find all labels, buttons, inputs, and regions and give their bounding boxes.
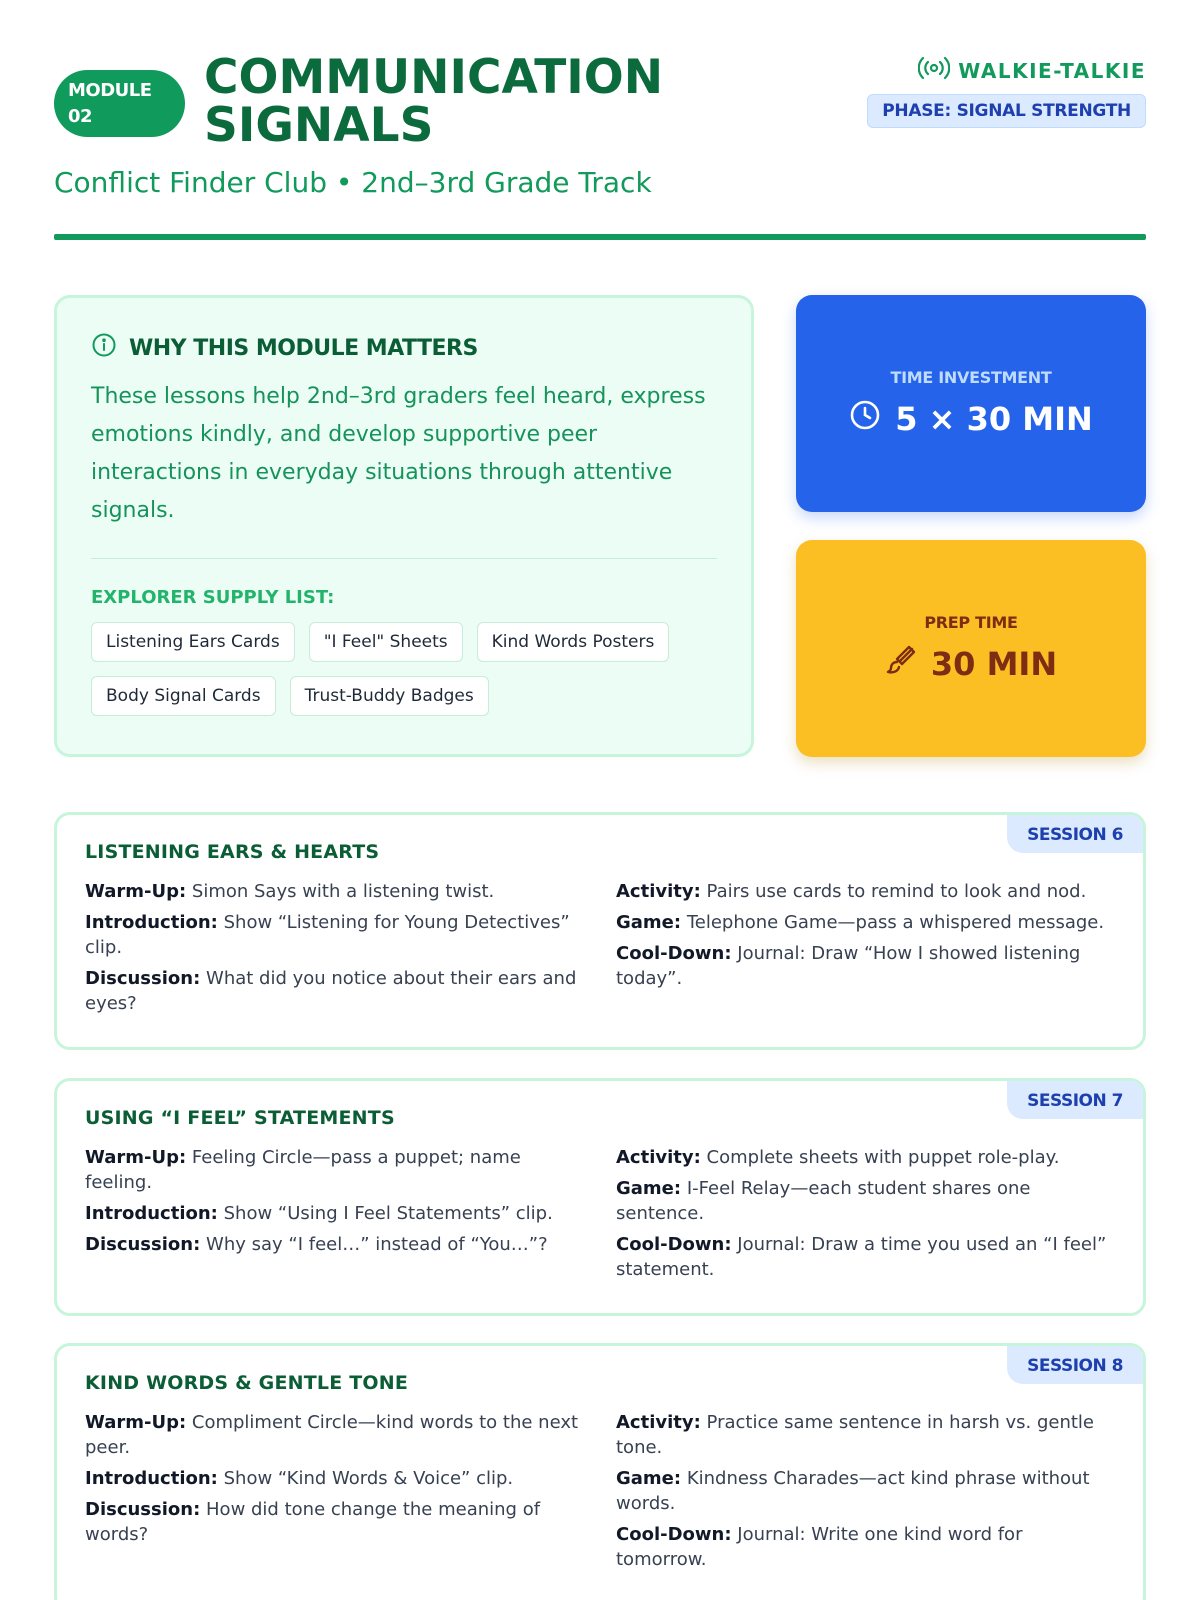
session-card	[54, 1343, 1146, 1600]
step-text: Journal: Draw a time you used an “I feel” statement.	[616, 1234, 1107, 1280]
session-step	[85, 1145, 584, 1195]
page-title-line-1: COMMUNICATION	[204, 50, 664, 105]
step-label: Activity:	[616, 1147, 701, 1168]
module-badge	[54, 70, 185, 137]
step-text: Journal: Write one kind word for tomorrow.	[616, 1524, 1023, 1570]
supply-chip: Kind Words Posters	[477, 622, 670, 662]
step-text: Telephone Game—pass a whispered message.	[681, 912, 1105, 933]
prep-time-value: 30 MIN	[930, 645, 1058, 683]
step-label: Activity:	[616, 881, 701, 902]
step-label: Game:	[616, 1178, 682, 1199]
info-icon	[91, 332, 117, 364]
step-label: Game:	[616, 912, 682, 933]
page-subtitle: Conflict Finder Club • 2nd–3rd Grade Track	[54, 166, 652, 199]
brush-icon	[885, 644, 917, 684]
step-label: Discussion:	[85, 1234, 201, 1255]
supply-list	[91, 622, 731, 716]
phase-badge: PHASE: SIGNAL STRENGTH	[867, 94, 1146, 128]
step-label: Cool-Down:	[616, 1234, 732, 1255]
step-label: Discussion:	[85, 968, 201, 989]
step-text: Show “Using I Feel Statements” clip.	[217, 1203, 553, 1224]
time-investment-value-row	[849, 399, 1093, 439]
step-label: Discussion:	[85, 1499, 201, 1520]
session-right-column	[616, 1145, 1115, 1288]
session-tag: SESSION 6	[1007, 815, 1143, 853]
why-heading-text: WHY THIS MODULE MATTERS	[129, 335, 478, 361]
session-left-column	[85, 1410, 584, 1578]
step-label: Warm-Up:	[85, 881, 187, 902]
session-step	[616, 1410, 1115, 1460]
step-text: Why say “I feel…” instead of “You…”?	[200, 1234, 548, 1255]
session-step	[85, 966, 584, 1016]
step-label: Introduction:	[85, 1203, 218, 1224]
session-step	[85, 1232, 584, 1257]
session-step	[616, 879, 1115, 904]
step-text: I-Feel Relay—each student shares one sentence.	[616, 1178, 1031, 1224]
session-left-column	[85, 879, 584, 1022]
supply-list-label: EXPLORER SUPPLY LIST:	[91, 587, 335, 608]
header-divider	[54, 234, 1146, 240]
session-step	[85, 1466, 584, 1491]
supply-chip: Trust-Buddy Badges	[290, 676, 489, 716]
module-badge-number: 02	[68, 106, 93, 127]
why-module-matters-panel	[54, 295, 754, 757]
session-step	[85, 910, 584, 960]
brand	[918, 56, 1146, 85]
session-right-column	[616, 879, 1115, 1022]
session-card	[54, 1078, 1146, 1316]
brand-name: WALKIE-TALKIE	[958, 58, 1146, 83]
why-description: These lessons help 2nd–3rd graders feel heard, express emotions kindly, and develop supportive peer interactions in everyday situations through attentive signals.	[91, 384, 706, 523]
session-step	[85, 1497, 584, 1547]
step-label: Warm-Up:	[85, 1147, 187, 1168]
step-text: Show “Kind Words & Voice” clip.	[217, 1468, 514, 1489]
module-badge-label: MODULE	[68, 80, 152, 101]
step-label: Game:	[616, 1468, 682, 1489]
step-text: Kindness Charades—act kind phrase without words.	[616, 1468, 1090, 1514]
page-title	[204, 50, 664, 153]
why-heading	[91, 332, 717, 364]
step-text: Journal: Draw “How I showed listening today”.	[616, 943, 1081, 989]
session-step	[85, 879, 584, 904]
session-step	[616, 1522, 1115, 1572]
step-text: Practice same sentence in harsh vs. gentle tone.	[616, 1412, 1094, 1458]
session-left-column	[85, 1145, 584, 1288]
session-step	[616, 910, 1115, 935]
supply-chip: Listening Ears Cards	[91, 622, 295, 662]
prep-time-label: PREP TIME	[924, 613, 1018, 632]
time-investment-value: 5 × 30 MIN	[895, 400, 1093, 438]
session-title: LISTENING EARS & HEARTS	[85, 841, 380, 863]
supply-chip: "I Feel" Sheets	[309, 622, 463, 662]
session-title: USING “I FEEL” STATEMENTS	[85, 1107, 395, 1129]
step-text: Compliment Circle—kind words to the next peer.	[85, 1412, 579, 1458]
session-tag: SESSION 8	[1007, 1346, 1143, 1384]
step-text: Feeling Circle—pass a puppet; name feeling.	[85, 1147, 521, 1193]
step-label: Cool-Down:	[616, 943, 732, 964]
session-step	[85, 1201, 584, 1226]
step-text: Complete sheets with puppet role-play.	[700, 1147, 1060, 1168]
time-investment-card	[796, 295, 1146, 512]
prep-time-value-row	[885, 644, 1057, 684]
prep-time-card	[796, 540, 1146, 757]
step-label: Activity:	[616, 1412, 701, 1433]
radio-waves-icon	[918, 56, 950, 85]
step-text: Show “Listening for Young Detectives” clip.	[85, 912, 570, 958]
session-step	[85, 1410, 584, 1460]
step-label: Introduction:	[85, 1468, 218, 1489]
clock-icon	[849, 399, 881, 439]
step-label: Cool-Down:	[616, 1524, 732, 1545]
session-title: KIND WORDS & GENTLE TONE	[85, 1372, 409, 1394]
page-header	[54, 52, 1146, 242]
session-right-column	[616, 1410, 1115, 1578]
session-step	[616, 1466, 1115, 1516]
session-step	[616, 1176, 1115, 1226]
time-investment-label: TIME INVESTMENT	[890, 368, 1052, 387]
session-step	[616, 941, 1115, 991]
step-text: Simon Says with a listening twist.	[186, 881, 495, 902]
step-label: Warm-Up:	[85, 1412, 187, 1433]
session-step	[616, 1232, 1115, 1282]
step-text: What did you notice about their ears and eyes?	[85, 968, 577, 1014]
why-divider	[91, 558, 717, 559]
step-text: Pairs use cards to remind to look and nod.	[700, 881, 1087, 902]
step-text: How did tone change the meaning of words?	[85, 1499, 541, 1545]
step-label: Introduction:	[85, 912, 218, 933]
supply-chip: Body Signal Cards	[91, 676, 276, 716]
session-tag: SESSION 7	[1007, 1081, 1143, 1119]
session-card	[54, 812, 1146, 1050]
page-title-line-2: SIGNALS	[204, 98, 434, 153]
session-step	[616, 1145, 1115, 1170]
